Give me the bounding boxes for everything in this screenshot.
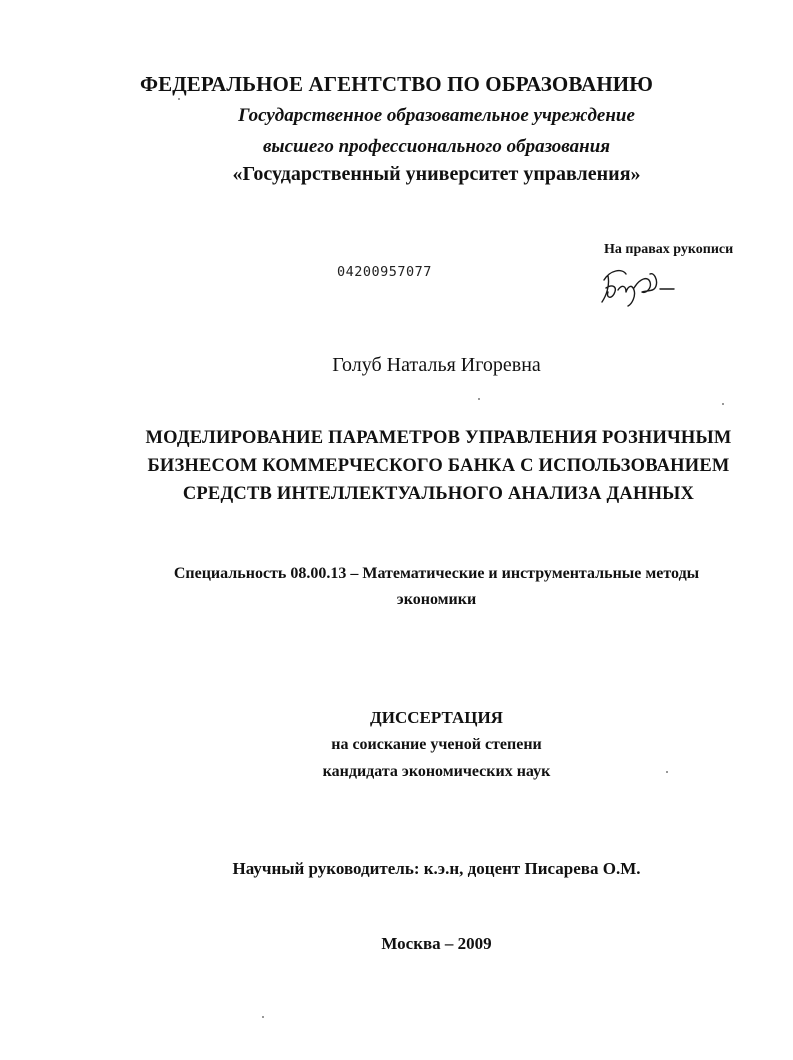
rights-note: На правах рукописи xyxy=(604,242,734,257)
degree-line-1: на соискание ученой степени xyxy=(331,736,542,753)
signature-icon xyxy=(596,262,696,308)
degree-line-2: кандидата экономических наук xyxy=(322,763,551,780)
institution-line-1: Государственное образовательное учреждение xyxy=(238,105,635,126)
scan-speck xyxy=(262,1016,264,1018)
barcode-number: 04200957077 xyxy=(337,264,432,280)
scan-speck xyxy=(666,771,668,773)
specialty-line-1: Специальность 08.00.13 – Математические и инструментальные методы xyxy=(173,565,700,582)
dissertation-title-line-1: МОДЕЛИРОВАНИЕ ПАРАМЕТРОВ УПРАВЛЕНИЯ РОЗНИЧНЫМ xyxy=(145,428,732,448)
author-name: Голуб Наталья Игоревна xyxy=(332,354,541,376)
city-year: Москва – 2009 xyxy=(381,934,492,953)
specialty-line-2: экономики xyxy=(396,591,477,608)
dissertation-title-line-2: БИЗНЕСОМ КОММЕРЧЕСКОГО БАНКА С ИСПОЛЬЗОВАНИЕМ xyxy=(147,456,730,476)
university-name: «Государственный университет управления» xyxy=(232,163,641,185)
scan-speck xyxy=(722,403,724,405)
dissertation-title-line-3: СРЕДСТВ ИНТЕЛЛЕКТУАЛЬНОГО АНАЛИЗА ДАННЫХ xyxy=(182,484,695,504)
scan-speck xyxy=(478,398,480,400)
scan-speck xyxy=(178,98,180,100)
agency-name: ФЕДЕРАЛЬНОЕ АГЕНТСТВО ПО ОБРАЗОВАНИЮ xyxy=(139,72,653,96)
dissertation-heading: ДИССЕРТАЦИЯ xyxy=(370,708,503,727)
scientific-advisor: Научный руководитель: к.э.н, доцент Писарева О.М. xyxy=(232,859,641,878)
institution-line-2: высшего профессионального образования xyxy=(262,136,611,157)
